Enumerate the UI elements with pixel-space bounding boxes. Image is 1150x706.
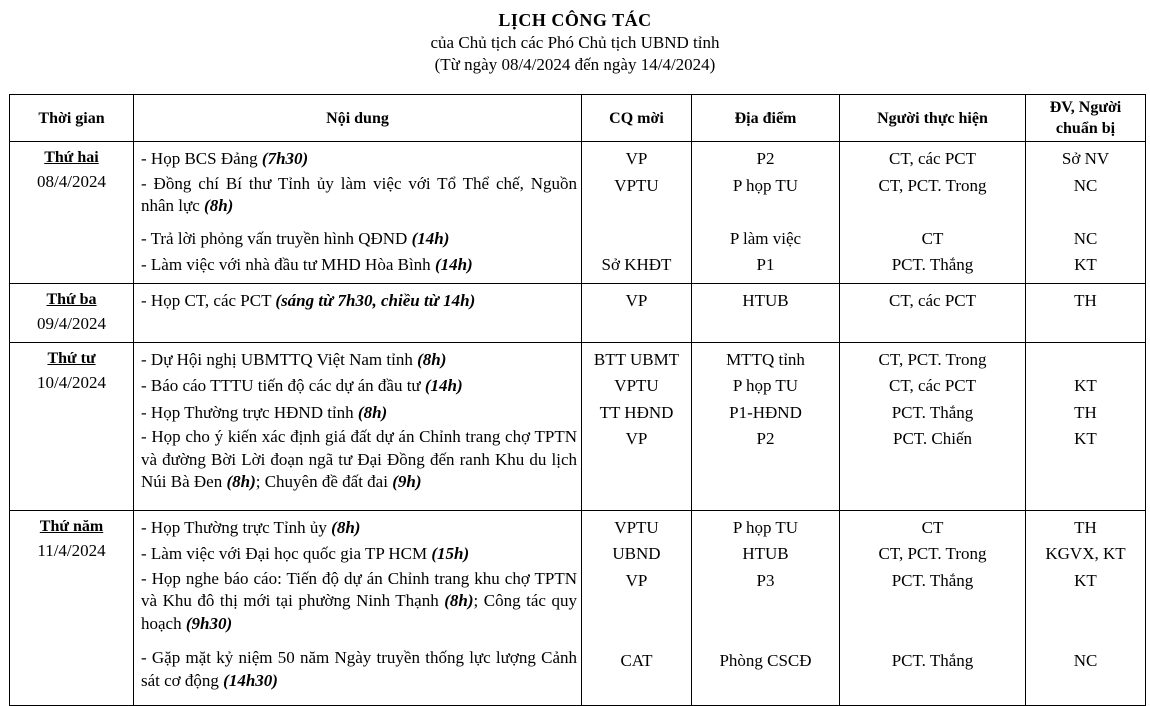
col-time: Thời gian [10, 95, 134, 142]
page-subtitle: của Chủ tịch các Phó Chủ tịch UBND tỉnh [430, 33, 720, 52]
date-range: (Từ ngày 08/4/2024 đến ngày 14/4/2024) [434, 55, 716, 74]
prep-cell: TH [1026, 283, 1146, 342]
place-cell: MTTQ tỉnh P họp TU P1-HĐND P2 [692, 342, 840, 510]
day-cell [10, 510, 134, 706]
content-cell [134, 142, 582, 284]
performer-cell: CT, PCT. Trong CT, các PCT PCT. Thắng PCT. Chiến [840, 342, 1026, 510]
content-cell [134, 510, 582, 706]
list-item: - Dự Hội nghị UBMTTQ Việt Nam tỉnh (8h) [141, 349, 447, 369]
col-prep-line1: ĐV, Người [1049, 99, 1122, 116]
day-date: 10/4/2024 [37, 372, 106, 392]
day-name: Thứ ba [46, 290, 97, 308]
day-date: 11/4/2024 [37, 540, 106, 560]
list-item: - Họp Thường trực Tỉnh ủy (8h) [141, 517, 361, 537]
prep-cell: KT TH KT [1026, 342, 1146, 510]
inviter-cell: BTT UBMT VPTU TT HĐND VP [582, 342, 692, 510]
place-cell: P2 P họp TU P làm việc P1 [692, 142, 840, 284]
content-cell [134, 342, 582, 510]
content-cell [134, 283, 582, 342]
day-date: 08/4/2024 [37, 172, 106, 191]
place-cell: P họp TU HTUB P3 Phòng CSCĐ [692, 510, 840, 706]
performer-cell: CT, các PCT CT, PCT. Trong CT PCT. Thắng [840, 142, 1026, 284]
col-content: Nội dung [134, 95, 582, 142]
inviter-cell: VP [582, 283, 692, 342]
list-item: - Trả lời phỏng vấn truyền hình QĐND (14h) [141, 228, 450, 248]
day-name: Thứ tư [47, 349, 96, 367]
table-row [10, 283, 1146, 342]
list-item: - Đồng chí Bí thư Tỉnh ủy làm việc với Tổ Thể chế, Nguồn nhân lực (8h) [141, 173, 577, 215]
prep-cell: TH KGVX, KT KT NC [1026, 510, 1146, 706]
prep-cell: Sở NV NC NC KT [1026, 142, 1146, 284]
list-item: - Làm việc với Đại học quốc gia TP HCM (15h) [141, 544, 470, 563]
inviter-cell: VP VPTU Sở KHĐT [582, 142, 692, 284]
schedule-table [9, 94, 1146, 706]
col-place: Địa điểm [692, 95, 840, 142]
table-row [10, 142, 1146, 284]
day-cell [10, 283, 134, 342]
place-cell: HTUB [692, 283, 840, 342]
list-item: - Họp BCS Đảng (7h30) [141, 149, 309, 168]
col-inviter: CQ mời [582, 95, 692, 142]
day-name: Thứ năm [39, 517, 104, 535]
list-item: - Họp cho ý kiến xác định giá đất dự án Chỉnh trang chợ TPTN và đường Bời Lời đoạn ngã tư Đại Đồng đến ranh Khu du lịch Núi Bà Đen (8h); Chuyên đề đất đai (9h) [141, 427, 577, 491]
col-prep-line2: chuẩn bị [1055, 120, 1116, 137]
page-title: LỊCH CÔNG TÁC [498, 10, 652, 30]
col-prep [1026, 95, 1146, 142]
day-cell [10, 342, 134, 510]
inviter-cell: VPTU UBND VP CAT [582, 510, 692, 706]
day-cell [10, 142, 134, 284]
col-performer: Người thực hiện [840, 95, 1026, 142]
table-row [10, 510, 1146, 706]
list-item: - Họp nghe báo cáo: Tiến độ dự án Chỉnh trang khu chợ TPTN và Khu đô thị mới tại phường Ninh Thạnh (8h); Công tác quy hoạch (9h30) [141, 568, 577, 633]
header-row [10, 95, 1146, 142]
performer-cell: CT, các PCT [840, 283, 1026, 342]
list-item: - Họp CT, các PCT (sáng từ 7h30, chiều từ 14h) [141, 290, 476, 310]
list-item: - Báo cáo TTTU tiến độ các dự án đầu tư (14h) [141, 376, 463, 395]
day-date: 09/4/2024 [37, 313, 106, 333]
performer-cell: CT CT, PCT. Trong PCT. Thắng PCT. Thắng [840, 510, 1026, 706]
list-item: - Gặp mặt kỷ niệm 50 năm Ngày truyền thống lực lượng Cảnh sát cơ động (14h30) [141, 648, 577, 690]
table-row [10, 342, 1146, 510]
list-item: - Làm việc với nhà đầu tư MHD Hòa Bình (14h) [141, 255, 473, 274]
day-name: Thứ hai [44, 149, 99, 166]
list-item: - Họp Thường trực HĐND tỉnh (8h) [141, 402, 388, 422]
